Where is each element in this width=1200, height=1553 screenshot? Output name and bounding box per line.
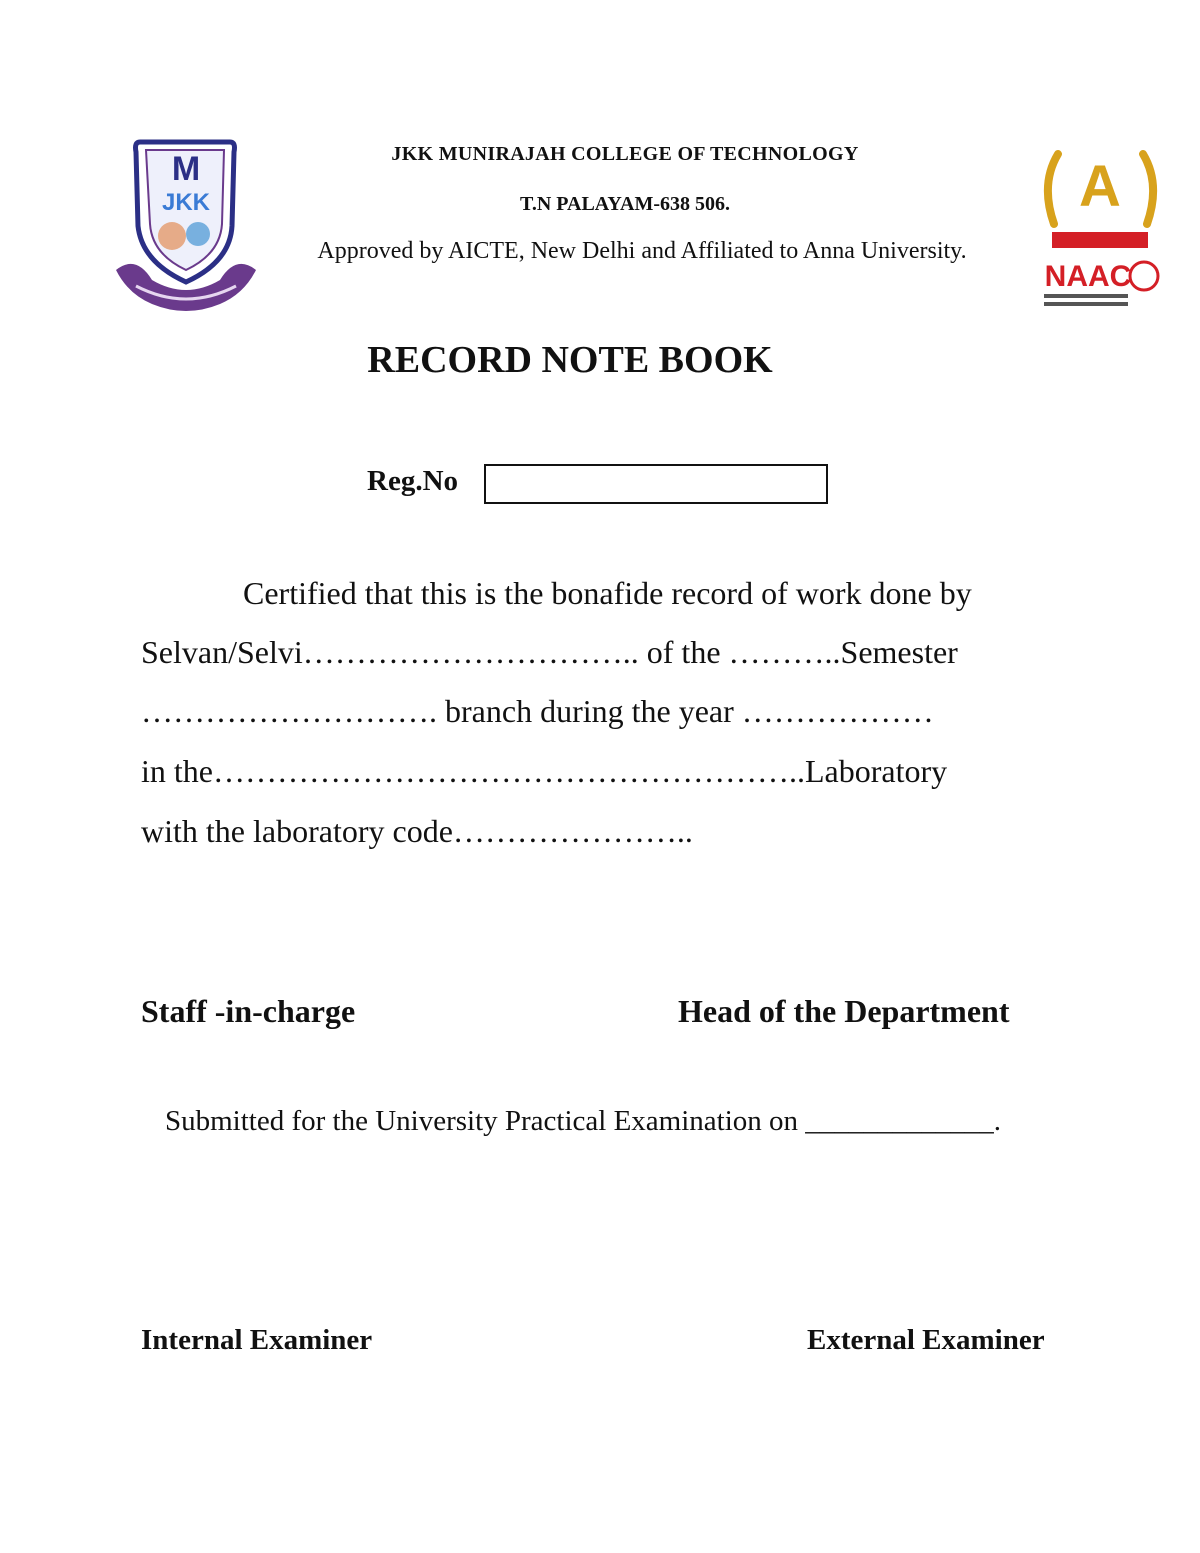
college-name: JKK MUNIRAJAH COLLEGE OF TECHNOLOGY	[391, 143, 859, 165]
jkk-college-crest-icon	[112, 136, 260, 316]
submitted-for-exam: Submitted for the University Practical Examination on _____________.	[165, 1105, 1002, 1137]
naac-logo	[1038, 144, 1163, 314]
document-title: RECORD NOTE BOOK	[367, 339, 773, 381]
svg-text:JKK: JKK	[161, 189, 211, 216]
college-affiliation: Approved by AICTE, New Delhi and Affiliated to Anna University.	[317, 238, 967, 264]
certificate-line-3: ………………………. branch during the year ………………	[141, 693, 934, 729]
head-of-department-label: Head of the Department	[678, 993, 1010, 1029]
certificate-line-5: with the laboratory code…………………..	[141, 813, 693, 849]
naac-a-grade-icon	[1038, 144, 1163, 314]
svg-text:NAAC: NAAC	[1044, 260, 1132, 293]
reg-no-label: Reg.No	[367, 465, 459, 497]
internal-examiner-label: Internal Examiner	[141, 1324, 373, 1356]
certificate-line-2: Selvan/Selvi………………………….. of the ………..Semester	[141, 634, 958, 670]
svg-text:A: A	[1079, 154, 1121, 219]
staff-in-charge-label: Staff -in-charge	[141, 993, 356, 1029]
certificate-line-1: Certified that this is the bonafide record of work done by	[243, 575, 972, 611]
svg-text:M: M	[171, 150, 201, 188]
reg-no-field[interactable]	[484, 464, 828, 504]
certificate-line-4: in the………………………………………………..Laboratory	[141, 753, 948, 789]
external-examiner-label: External Examiner	[807, 1324, 1045, 1356]
college-logo	[112, 136, 260, 316]
college-address: T.N PALAYAM-638 506.	[519, 193, 730, 215]
